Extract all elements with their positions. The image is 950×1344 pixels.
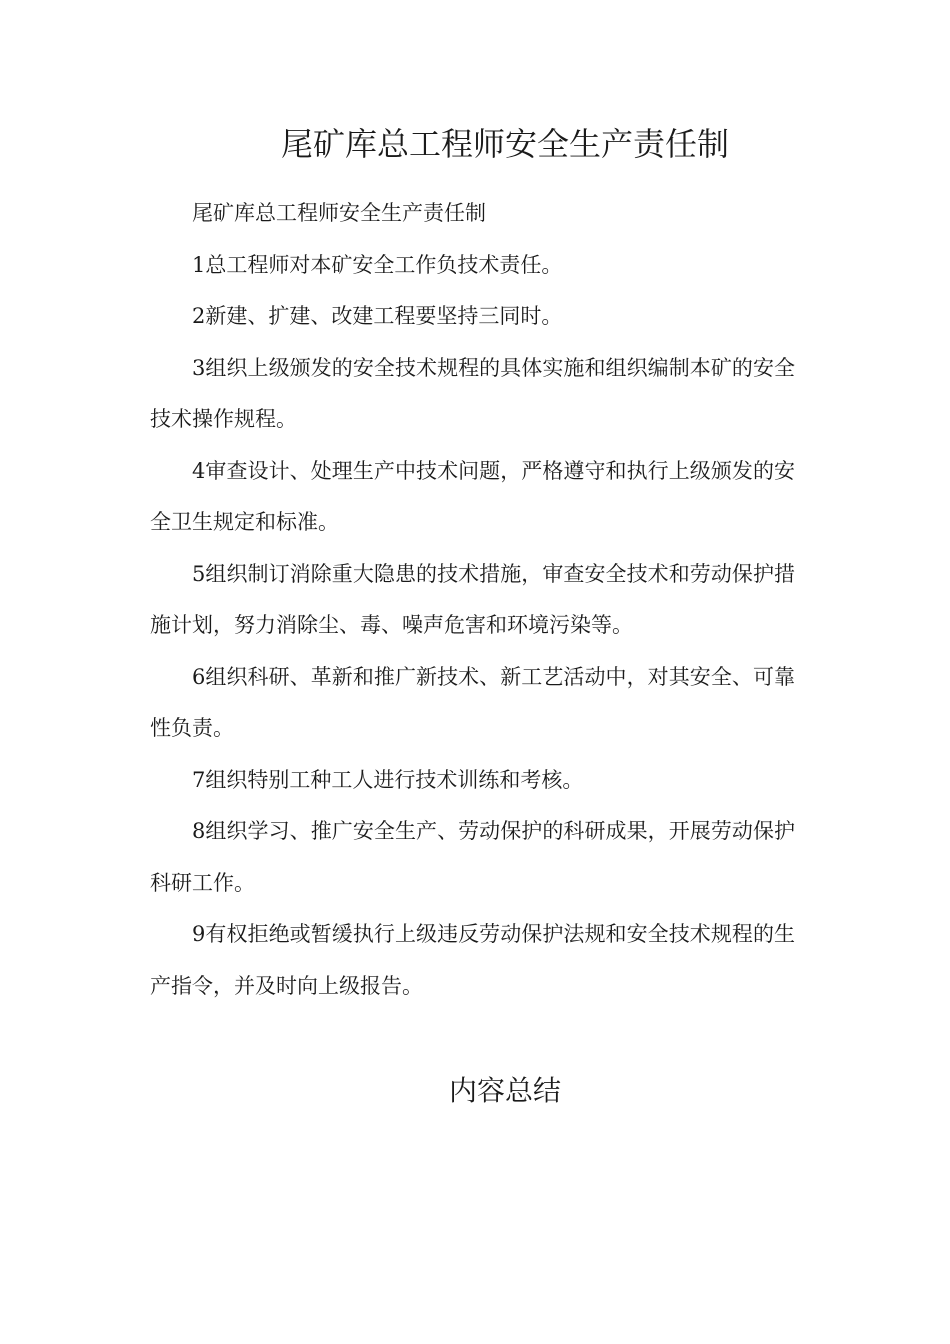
paragraph-item-8: 8组织学习、推广安全生产、劳动保护的科研成果，开展劳动保护科研工作。 bbox=[150, 819, 795, 895]
document-body bbox=[150, 188, 795, 1012]
paragraph-subtitle: 尾矿库总工程师安全生产责任制 bbox=[192, 201, 486, 225]
paragraph-item-5: 5组织制订消除重大隐患的技术措施，审查安全技术和劳动保护措施计划，努力消除尘、毒、噪声危害和环境污染等。 bbox=[150, 561, 795, 637]
paragraph-item-4: 4审查设计、处理生产中技术问题，严格遵守和执行上级颁发的安全卫生规定和标准。 bbox=[150, 458, 795, 534]
paragraph-item-6: 6组织科研、革新和推广新技术、新工艺活动中，对其安全、可靠性负责。 bbox=[150, 664, 795, 740]
document-title: 尾矿库总工程师安全生产责任制 bbox=[280, 125, 729, 163]
paragraph-item-9: 9有权拒绝或暂缓执行上级违反劳动保护法规和安全技术规程的生产指令，并及时向上级报告。 bbox=[150, 922, 795, 998]
paragraph-item-1: 1总工程师对本矿安全工作负技术责任。 bbox=[192, 252, 563, 277]
paragraph-item-7: 7组织特别工种工人进行技术训练和考核。 bbox=[192, 767, 584, 792]
paragraph-item-2: 2新建、扩建、改建工程要坚持三同时。 bbox=[192, 304, 563, 328]
summary-heading: 内容总结 bbox=[448, 1074, 561, 1107]
paragraph-item-3: 3组织上级颁发的安全技术规程的具体实施和组织编制本矿的安全技术操作规程。 bbox=[150, 355, 795, 431]
